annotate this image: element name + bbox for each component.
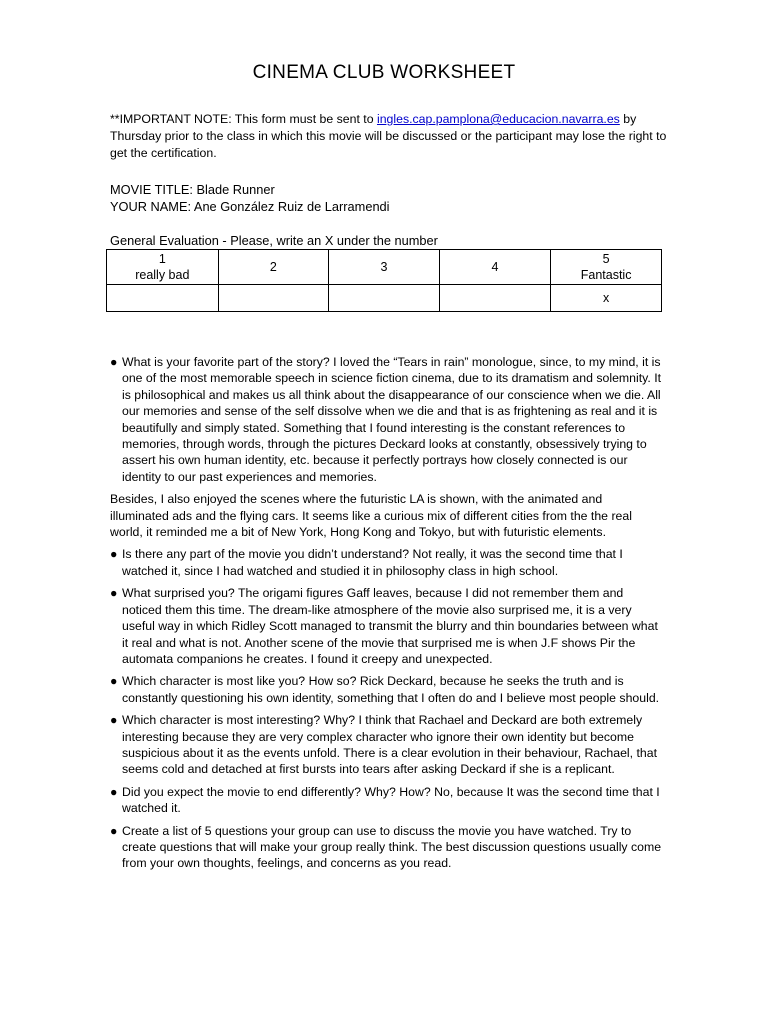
rating-mark-cell-1[interactable] <box>107 285 219 312</box>
rating-label: Fantastic <box>580 268 632 282</box>
rating-header-4 <box>439 250 551 285</box>
bullet-icon: ● <box>110 674 118 689</box>
answer-paragraph: Besides, I also enjoyed the scenes where the futuristic LA is shown, with the animated and illuminated ads and the flying cars. It seems like a curious mix of different cities from the the real world, it reminded me a bit of New York, Hong Kong and Tokyo, but with futuristic elements. <box>110 492 632 540</box>
your-name-line: YOUR NAME: Ane González Ruiz de Larramendi <box>110 199 390 214</box>
question-text: Is there any part of the movie you didn’t understand? Not really, it was the second time that I watched it, since I had watched and studied it in philosophy class in high school. <box>122 547 623 578</box>
question-text: Which character is most like you? How so? Rick Deckard, because he seeks the truth and is constantly questioning his own identity, something that I often do and I believe most people should. <box>122 674 660 705</box>
rating-number: 3 <box>380 260 388 274</box>
movie-title-line: MOVIE TITLE: Blade Runner <box>110 182 275 197</box>
evaluation-label: General Evaluation - Please, write an X under the number <box>110 233 438 248</box>
question-text: Which character is most interesting? Why? I think that Rachael and Deckard are both extremely interesting because they are very complex character who ignore their own identity but become suspicious about it as the events unfold. There is a clear evolution in their behaviour, Rachael, that seems cold and detached at first bursts into tears after asking Deckard if she is a replicant. <box>122 713 658 777</box>
bullet-icon: ● <box>110 586 118 601</box>
rating-header-5 <box>551 250 662 285</box>
rating-header-row <box>107 250 662 285</box>
bullet-icon: ● <box>110 547 118 562</box>
rating-mark-cell-4[interactable] <box>439 285 551 312</box>
bullet-icon: ● <box>110 713 118 728</box>
question-text: Create a list of 5 questions your group can use to discuss the movie you have watched. Try to create questions that will make your group really think. The best discussion questions usually come from your own thoughts, feelings, and concerns as you read. <box>122 823 662 871</box>
note-prefix: **IMPORTANT NOTE: This form must be sent to <box>110 112 377 126</box>
rating-mark-cell-3[interactable] <box>329 285 440 312</box>
rating-mark-row <box>107 285 662 312</box>
bullet-icon: ● <box>110 784 118 799</box>
note-suffix: by Thursday prior to the class in which this movie will be discussed or the participant may lose the right to get the certification. <box>110 112 667 160</box>
bullet-icon: ● <box>110 823 118 838</box>
movie-info <box>110 181 670 215</box>
question-item-surprised <box>110 585 662 667</box>
rating-header-2 <box>218 250 329 285</box>
rating-mark-cell-2[interactable] <box>218 285 329 312</box>
question-item-create-list <box>110 823 662 872</box>
page-title: CINEMA CLUB WORKSHEET <box>252 62 516 83</box>
answers-section <box>110 354 662 878</box>
bullet-icon: ● <box>110 355 118 369</box>
question-item-ending <box>110 784 662 817</box>
rating-table <box>106 249 662 312</box>
rating-number: 4 <box>491 260 499 274</box>
rating-number: 5 <box>602 252 610 266</box>
rating-number: 2 <box>269 260 277 274</box>
important-note <box>110 111 670 162</box>
question-item-character-like-you <box>110 673 662 706</box>
rating-header-1 <box>107 250 219 285</box>
email-link[interactable]: ingles.cap.pamplona@educacion.navarra.es <box>376 112 620 126</box>
rating-label: really bad <box>135 268 190 282</box>
rating-number: 1 <box>158 252 166 266</box>
rating-mark-cell-5[interactable]: x <box>551 285 662 312</box>
question-item-most-interesting <box>110 712 662 778</box>
question-item-not-understood <box>110 546 662 579</box>
question-text: What surprised you? The origami figures Gaff leaves, because I did not remember them and noticed them this time. The dream-like atmosphere of the movie also surprised me, it is a very useful way in which Ridley Scott managed to transmit the blurry and thin boundaries between what it real and what is not. Another scene of the movie that surprised me is when J.F shows Pir the automata companions he creates. I found it creepy and unexpected. <box>122 586 658 666</box>
rating-header-3 <box>329 250 440 285</box>
question-text: What is your favorite part of the story? I loved the “Tears in rain” monologue, since, to my mind, it is one of the most memorable speech in science fiction cinema, due to its dramatism and solemnity. It is philosophical and makes us all think about the disappearance of our conscience when we die. All our memories and sense of the self dissolve when we die and that is as frightening as real and it is beautifully and simply stated. Something that I found interesting is the constant references to memories, through words, through the pictures Deckard looks at constantly, obsessively trying to assert his own human identity, etc. because it perfectly portrays how closely connected is our identity to our past experiences and memories. <box>122 355 662 484</box>
question-text: Did you expect the movie to end differently? Why? How? No, because It was the second time that I watched it. <box>122 784 660 816</box>
question-item-favorite-part <box>110 354 662 485</box>
